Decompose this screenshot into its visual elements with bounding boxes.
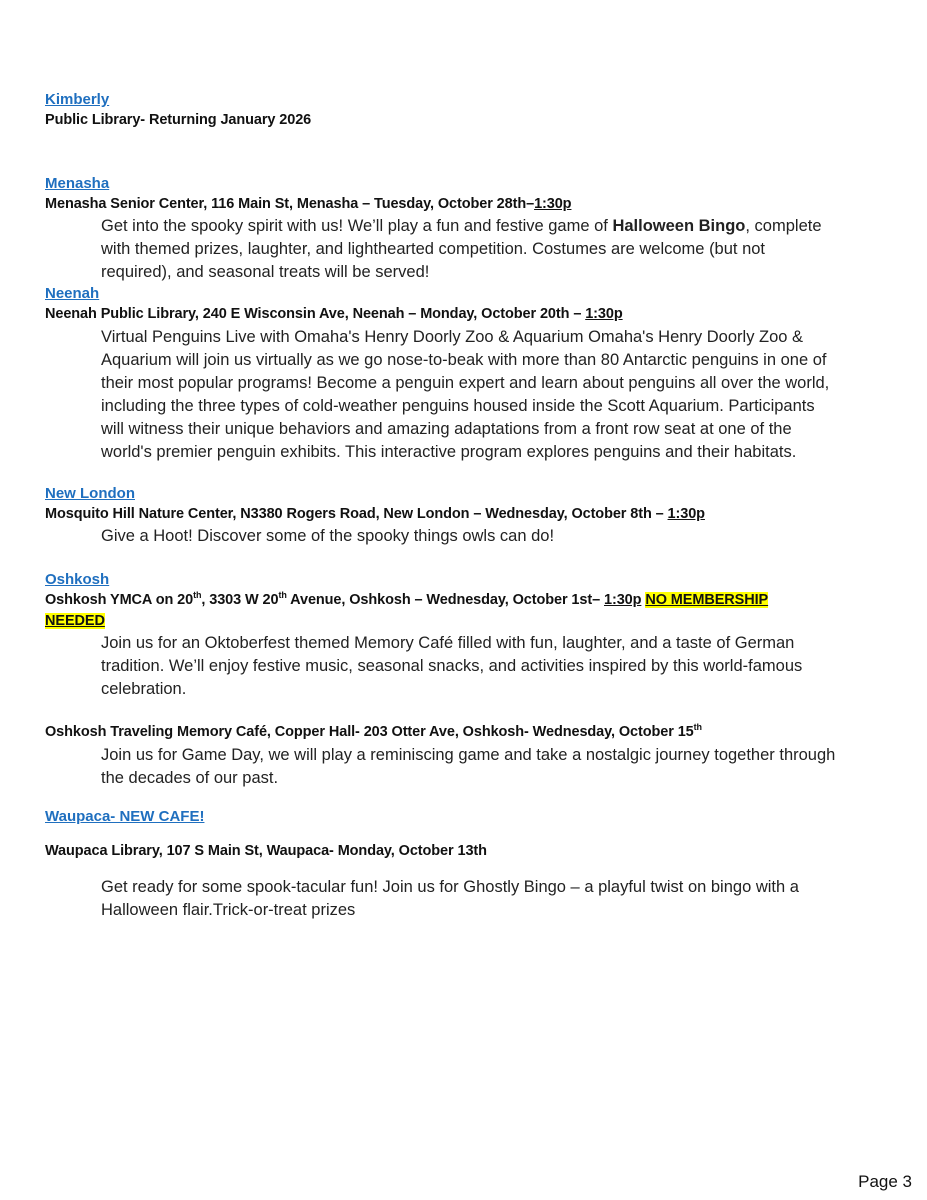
- location-menasha: [45, 196, 571, 212]
- description-line: Virtual Penguins Live with Omaha's Henry Doorly Zoo & Aquarium Omaha's Henry Doorly Zoo &: [101, 328, 804, 346]
- description-oshkosh-copper-hall: [101, 744, 901, 790]
- location-text: Oshkosh Traveling Memory Café, Copper Hall- 203 Otter Ave, Oshkosh- Wednesday, October 15: [45, 724, 694, 740]
- location-new-london-text: Mosquito Hill Nature Center, N3380 Rogers Road, New London – Wednesday, October 8th –: [45, 506, 668, 522]
- location-menasha-text: Menasha Senior Center, 116 Main St, Menasha – Tuesday, October 28th–: [45, 196, 535, 212]
- description-line: required), and seasonal treats will be served!: [101, 263, 430, 281]
- city-link-oshkosh[interactable]: Oshkosh: [45, 571, 110, 588]
- time-neenah: 1:30p: [585, 306, 623, 322]
- description-new-london: [101, 525, 901, 548]
- needed-highlight: NEEDED: [45, 613, 105, 629]
- description-line: celebration.: [101, 680, 187, 698]
- description-line: world's premier penguin exhibits. This interactive program explores penguins and their habitats.: [101, 443, 797, 461]
- description-line: Give a Hoot! Discover some of the spooky things owls can do!: [101, 527, 555, 545]
- description-menasha: [101, 215, 901, 284]
- description-waupaca: [101, 876, 901, 922]
- ordinal-suffix: th: [193, 590, 202, 601]
- time-menasha: 1:30p: [534, 196, 572, 212]
- city-link-new-london[interactable]: New London: [45, 485, 135, 502]
- location-kimberly: Public Library- Returning January 2026: [45, 112, 312, 128]
- description-line: the decades of our past.: [101, 769, 279, 787]
- description-line: their most popular programs! Become a penguin expert and learn about penguins all over the world,: [101, 374, 830, 392]
- halloween-bingo-bold: Halloween Bingo: [612, 217, 746, 235]
- location-oshkosh-ymca: [45, 592, 768, 608]
- location-neenah-text: Neenah Public Library, 240 E Wisconsin Ave, Neenah – Monday, October 20th –: [45, 306, 586, 322]
- description-line: Join us for an Oktoberfest themed Memory Café filled with fun, laughter, and a taste of German: [101, 634, 795, 652]
- time-oshkosh-ymca: 1:30p: [604, 592, 642, 608]
- location-neenah: [45, 306, 623, 322]
- city-link-neenah[interactable]: Neenah: [45, 285, 100, 302]
- location-waupaca: Waupaca Library, 107 S Main St, Waupaca- Monday, October 13th: [45, 843, 487, 859]
- description-line: with themed prizes, laughter, and lighthearted competition. Costumes are welcome (but not: [101, 240, 766, 258]
- description-neenah: [101, 326, 901, 464]
- location-oshkosh-ymca-cont: [45, 613, 105, 629]
- no-membership-highlight: NO MEMBERSHIP: [645, 592, 769, 608]
- description-text: Get into the spooky spirit with us! We’ll play a fun and festive game of: [101, 217, 613, 235]
- location-oshkosh-copper-hall: [45, 724, 702, 740]
- city-link-waupaca[interactable]: Waupaca- NEW CAFE!: [45, 808, 205, 825]
- city-link-kimberly[interactable]: Kimberly: [45, 91, 110, 108]
- description-oshkosh-ymca: [101, 632, 901, 701]
- location-text: Oshkosh YMCA on 20: [45, 592, 194, 608]
- description-line: tradition. We’ll enjoy festive music, seasonal snacks, and activities inspired by this world-famous: [101, 657, 803, 675]
- description-line: including the three types of cold-weather penguins housed inside the Scott Aquarium. Participants: [101, 397, 815, 415]
- city-link-menasha[interactable]: Menasha: [45, 175, 110, 192]
- location-text: Avenue, Oshkosh – Wednesday, October 1st–: [286, 592, 604, 608]
- ordinal-suffix: th: [693, 722, 702, 733]
- location-text: , 3303 W 20: [201, 592, 279, 608]
- description-line: Get ready for some spook-tacular fun! Join us for Ghostly Bingo – a playful twist on bingo with a: [101, 878, 799, 896]
- location-new-london: [45, 506, 705, 522]
- ordinal-suffix: th: [278, 590, 287, 601]
- page-number: Page 3: [858, 1172, 912, 1191]
- description-text: , complete: [745, 217, 822, 235]
- description-line: Aquarium will join us virtually as we go nose-to-beak with more than 80 Antarctic penguins in one of: [101, 351, 827, 369]
- description-line: Halloween flair.Trick-or-treat prizes: [101, 901, 356, 919]
- description-line: Join us for Game Day, we will play a reminiscing game and take a nostalgic journey together through: [101, 746, 836, 764]
- description-line: [101, 215, 901, 238]
- description-line: will witness their unique behaviors and amazing adaptations from a front row seat at one of the: [101, 420, 792, 438]
- time-new-london: 1:30p: [667, 506, 705, 522]
